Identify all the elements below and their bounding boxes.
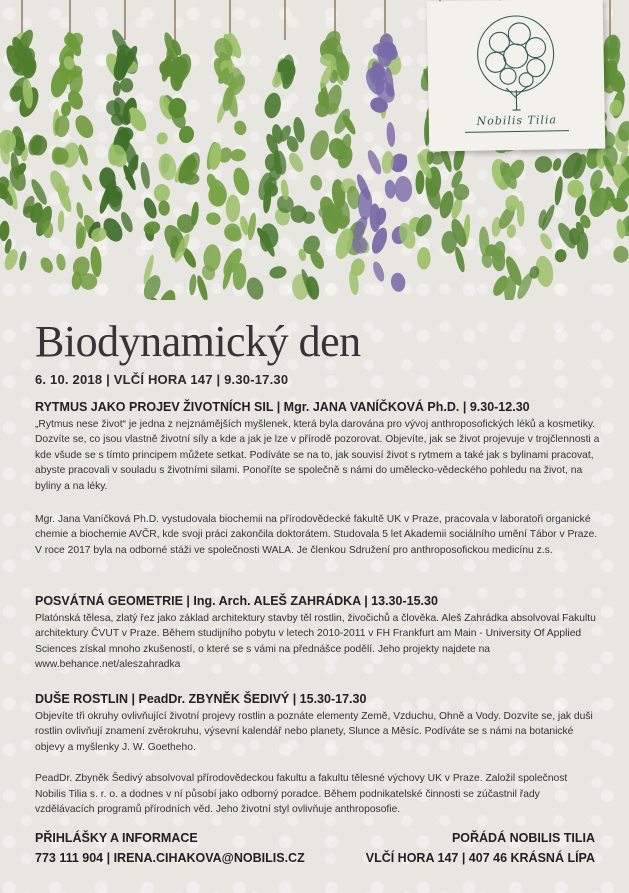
- footer-organizer-title: POŘÁDÁ NOBILIS TILIA: [451, 831, 595, 845]
- section-heading: DUŠE ROSTLIN | PeadDr. ZBYNĚK ŠEDIVÝ | 15.30-17.30: [35, 692, 367, 706]
- section-heading: POSVÁTNÁ GEOMETRIE | Ing. Arch. ALEŠ ZAHRÁDKA | 13.30-15.30: [35, 594, 438, 608]
- section-paragraph: Mgr. Jana Vaníčková Ph.D. vystudovala biochemii na přírodovědecké fakultě UK v Praze, pracovala v laboratoři organické chemie a biochemie AVČR, kde svoji práci zakončila doktorátem. Studovala 5 let Akademii sociálního umění Tábor v Praze. V roce 2017 byla na odborné stáži ve společnosti WALA. Je členkou Sdružení pro anthroposofickou medicínu z.s.: [35, 514, 598, 556]
- section-geometrie: [35, 594, 601, 673]
- footer-contact-title: PŘIHLÁŠKY A INFORMACE: [35, 831, 198, 845]
- section-rytmus: [35, 400, 601, 558]
- herb-bunch: [38, 0, 103, 291]
- logo-card: [427, 0, 606, 152]
- section-paragraph: „Rytmus nese život“ je jedna z nejznámějších myšlenek, která byla darována pro vývoj anthroposofických léků a kosmetiky. Dozvíte se, co jsou vlastně životní síly a kde a jak je lze v přírodě pozorovat. Objevíte, jak se život projevuje v trojčlennosti a kde všude se s tímto principem můžete setkat. Podíváte se na to, jak souvisí život s rytmem a také jak s bylinami pracovat, abyste pracovali v souladu s životními silami. Ponoříte se společně s námi do umělecko-vědeckého pohledu na život, na byliny a na léky.: [35, 419, 600, 492]
- footer-contact-details: 773 111 904 | IRENA.CIHAKOVA@NOBILIS.CZ: [35, 851, 305, 865]
- section-heading: RYTMUS JAKO PROJEV ŽIVOTNÍCH SIL | Mgr. JANA VANÍČKOVÁ Ph.D. | 9.30-12.30: [35, 400, 530, 414]
- footer-organizer: [366, 828, 595, 868]
- section-paragraph: PeadDr. Zbyněk Šedivý absolvoval přírodovědeckou fakultu a fakultu tělesné výchovy UK v Praze. Založil společnost Nobilis Tilia s. r. o. a dodnes v ní působí jako odborný poradce. Během podnikatelské činnosti se zúčastnil řady vzdělávacích programů přírodních věd. Jeho životní styl ovlivňuje anthroposofie.: [35, 773, 568, 816]
- footer-contact: [35, 828, 305, 868]
- section-paragraph: Platónská tělesa, zlatý řez jako základ architektury stavby těl rostlin, živočichů a člověka. Aleš Zahrádka absolvoval Fakultu architektury ČVUT v Praze. Během studijního pobytu v letech 2010-2011 v FH Frankfurt am Main - University Of Applied Sciences získal mnoho zkušeností, o které se s vámi na přednášce podělí. Jeho projekty najdete na www.behance.net/aleszahradka: [35, 613, 596, 671]
- logo-wordmark: Nobilis Tilia: [476, 113, 558, 128]
- page-title: Biodynamický den: [35, 317, 361, 366]
- herb-bunch: [86, 0, 160, 245]
- event-date-place-time: 6. 10. 2018 | VLČÍ HORA 147 | 9.30-17.30: [35, 372, 289, 387]
- footer-organizer-address: VLČÍ HORA 147 | 407 46 KRÁSNÁ LÍPA: [365, 851, 595, 865]
- section-duse-rostlin: [35, 692, 601, 817]
- herb-bunch: [348, 0, 419, 296]
- logo-underline: [465, 130, 569, 133]
- herb-bunch: [200, 0, 257, 290]
- herb-bunch: [141, 0, 210, 300]
- linden-tree-logo-icon: [457, 9, 575, 115]
- section-paragraph: Objevíte tři okruhy ovlivňující životní projevy rostlin a poznáte elementy Země, Vzduchu, Ohně a Vody. Dozvíte se, jak duši rostlin ovlivňují znamení zvěrokruhu, výsevní kalendář nebo planety, Slunce a Měsíc. Podíváte se s námi na botanické objevy a myšlenky J. W. Goetheho.: [35, 711, 593, 753]
